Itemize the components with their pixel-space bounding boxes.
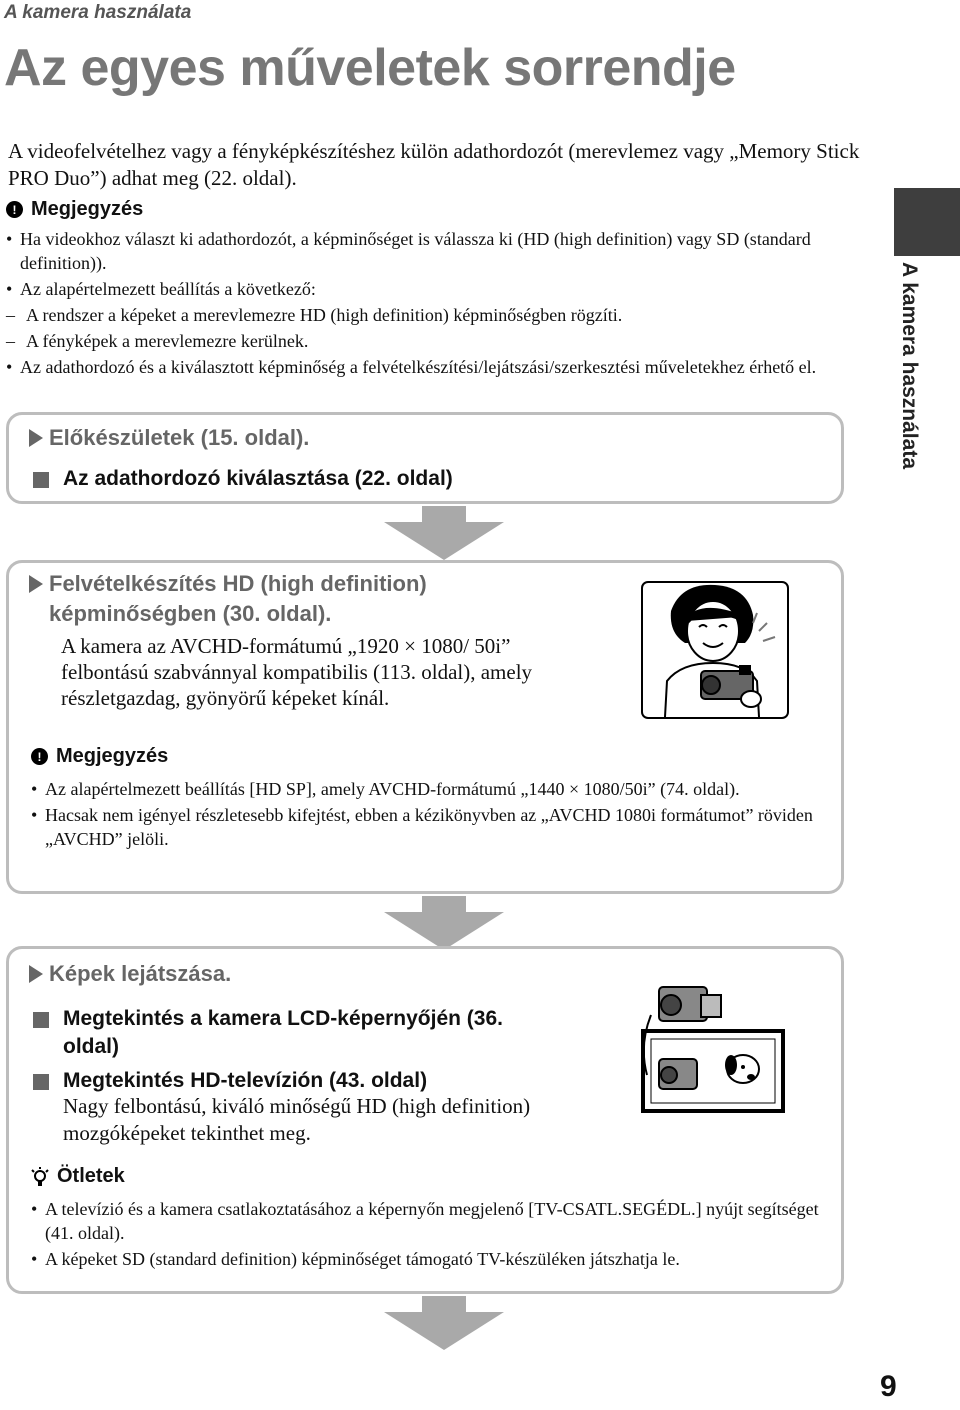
running-header: A kamera használata — [4, 2, 192, 23]
heading-line: képminőségben (30. oldal). — [49, 601, 332, 626]
intro-paragraph: A videofelvételhez vagy a fényképkészítéshez külön adathordozót (merevlemez vagy „Memory Stick PRO Duo”) adhat meg (22. oldal). — [8, 139, 860, 190]
side-tab-marker — [894, 188, 960, 256]
step-item — [33, 465, 453, 493]
list-item — [6, 277, 866, 353]
list-item: • Ha videokhoz választ ki adathordozót, a képminőséget is válassza ki (HD (high definition) vagy SD (standard definition)). — [6, 227, 866, 275]
sub-item: – A fényképek a merevlemezre kerülnek. — [6, 329, 866, 353]
step-item-label: Megtekintés HD-televízión (43. oldal) — [63, 1069, 428, 1092]
playback-illustration — [639, 985, 791, 1115]
triangle-bullet-icon — [29, 575, 43, 593]
step-heading — [29, 569, 589, 629]
square-bullet-icon — [33, 1074, 49, 1090]
note-icon: ! — [6, 201, 23, 218]
down-arrow-icon — [384, 896, 504, 950]
list-item: • Az alapértelmezett beállítás [HD SP], amely AVCHD-formátumú „1440 × 1080/50i” (74. oldal). — [31, 777, 821, 801]
side-tab-label — [895, 262, 925, 502]
step-box-preparation — [6, 412, 844, 504]
step-item — [33, 1067, 553, 1095]
page-number: 9 — [880, 1370, 897, 1403]
step-heading-label: Előkészületek (15. oldal). — [49, 425, 310, 450]
step-heading-label: Képek lejátszása. — [49, 961, 232, 986]
step-heading-label — [49, 569, 427, 629]
tips-heading — [31, 1165, 125, 1188]
triangle-bullet-icon — [29, 429, 43, 447]
step-box-playback — [6, 946, 844, 1294]
side-tab-text: A kamera használata — [898, 262, 921, 469]
step-body: Nagy felbontású, kiváló minőségű HD (high definition) mozgóképeket tekinthet meg. — [63, 1094, 531, 1145]
down-arrow-icon — [384, 506, 504, 560]
step-heading — [29, 423, 309, 453]
down-arrow-icon — [384, 1296, 504, 1350]
sub-item: – A rendszer a képeket a merevlemezre HD (high definition) képminőségben rögzíti. — [6, 303, 866, 327]
list-item: • Az adathordozó és a kiválasztott képminőség a felvételkészítési/lejátszási/szerkesztési műveletekhez érhető el. — [6, 355, 866, 379]
note-icon: ! — [31, 748, 48, 765]
list-item: • Hacsak nem igényel részletesebb kifejtést, ebben a kézikönyvben az „AVCHD 1080i formátumot” röviden „AVCHD” jelöli. — [31, 803, 821, 851]
square-bullet-icon — [33, 1012, 49, 1028]
list-item-label: Az alapértelmezett beállítás a következő: — [20, 279, 316, 299]
recording-illustration — [641, 581, 789, 719]
page-title: Az egyes műveletek sorrendje — [4, 39, 736, 97]
square-bullet-icon — [33, 472, 49, 488]
note-heading-label: Megjegyzés — [31, 198, 144, 220]
triangle-bullet-icon — [29, 965, 43, 983]
list-item: • A képeket SD (standard definition) képminőséget támogató TV-készüléken játszhatja le. — [31, 1247, 831, 1271]
step-box-recording — [6, 560, 844, 894]
note-heading — [6, 198, 866, 221]
step-heading — [29, 959, 231, 989]
tip-bulb-icon — [31, 1167, 49, 1187]
note-section — [6, 198, 866, 381]
step-item-label: Az adathordozó kiválasztása (22. oldal) — [63, 467, 453, 490]
note-heading-label: Megjegyzés — [56, 745, 169, 767]
tips-list — [31, 1197, 831, 1273]
heading-line: Felvételkészítés HD (high definition) — [49, 571, 427, 596]
step-item — [33, 1005, 553, 1061]
note-list — [6, 227, 866, 379]
list-item: • A televízió és a kamera csatlakoztatásához a képernyőn megjelenő [TV-CSATL.SEGÉDL.] nyújt segítséget (41. oldal). — [31, 1197, 831, 1245]
note-heading — [31, 745, 168, 768]
note-list — [31, 777, 821, 853]
step-body: A kamera az AVCHD-formátumú „1920 × 1080/ 50i” felbontású szabvánnyal kompatibilis (113. oldal), amely részletgazdag, gyönyörű képeket kínál. — [61, 634, 533, 710]
tips-heading-label: Ötletek — [57, 1165, 125, 1187]
step-item-label: Megtekintés a kamera LCD-képernyőjén (36. oldal) — [63, 1007, 503, 1058]
